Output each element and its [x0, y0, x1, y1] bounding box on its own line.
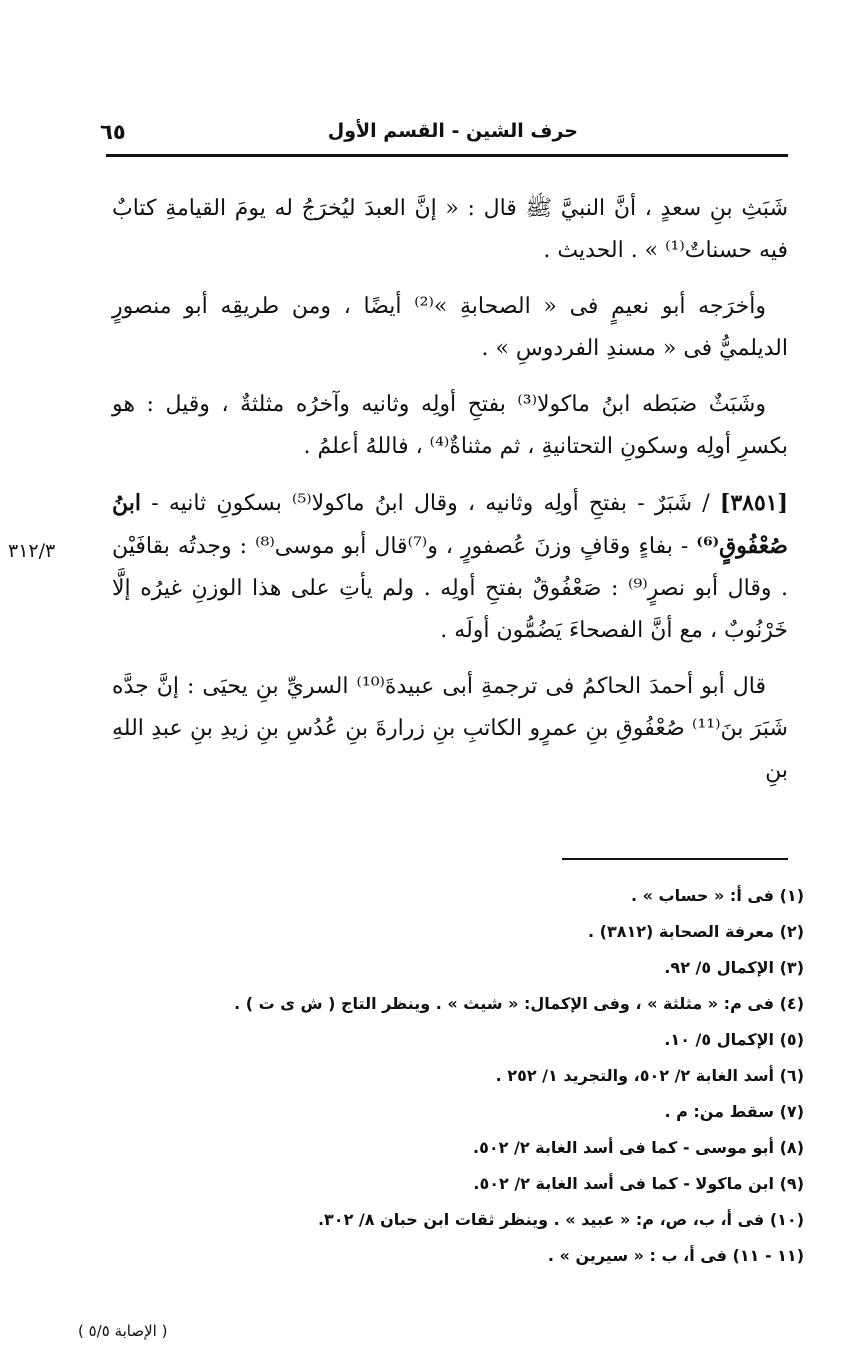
footnote-rule: [562, 858, 788, 860]
entry-body-text: - بفاءٍ وقافٍ وزنَ عُصفورٍ ، و⁽⁷⁾قال أبو موسى⁽⁸⁾ : وجدتُه بقافَيْن . وقال أبو نصرٍ⁽⁹⁾ : صَعْفُوقٌ بفتحِ أولِه . ولم يأتِ على هذا الوزنِ غيرُه إلَّا خَرْنُوبٌ ، مع أنَّ الفصحاءَ يَضُمُّون أولَه .: [112, 534, 788, 643]
main-text: [112, 188, 788, 806]
margin-reference: ٣١٢/٣: [8, 540, 56, 562]
footnote-8: (٨) أبو موسى - كما فى أسد الغابة ٢/ ٥٠٢.: [473, 1138, 804, 1157]
footnote-4: (٤) فى م: « مثلثة » ، وفى الإكمال: « شيث » . وينظر التاج ( ش ى ت ) .: [234, 994, 804, 1013]
header-rule: [106, 154, 788, 157]
entry-heading-text: / شَبَرٌ - بفتحِ أولِه وثانيه ، وقال ابنُ ماكولا⁽⁵⁾ بسكونِ ثانيه -: [151, 491, 710, 516]
entry-name-bold: ابنُ صُعْفُوقٍ⁽⁶⁾: [112, 490, 788, 559]
entry-number: [٣٨٥١]: [719, 490, 788, 516]
running-title: حرف الشين - القسم الأول: [327, 120, 578, 142]
volume-signature: ( الإصابة ٥/٥ ): [78, 1322, 168, 1340]
paragraph-5: قال أبو أحمدَ الحاكمُ فى ترجمةِ أبى عبيدةَ⁽¹⁰⁾ السريِّ بنِ يحيَى : إنَّ جدَّه شَبَرَ بنَ⁽¹¹⁾ صُعْفُوقِ بنِ عمرٍو الكاتبِ بنِ زرارةَ بنِ عُدُسِ بنِ زيدِ بنِ عبدِ اللهِ بنِ: [112, 674, 788, 783]
footnote-7: (٧) سقط من: م .: [664, 1102, 804, 1121]
entry-paragraph: [112, 482, 788, 652]
paragraph-2: وأخرَجه أبو نعيمٍ فى « الصحابةِ »⁽²⁾ أيضًا ، ومن طريقِه أبو منصورٍ الديلميُّ فى « مسندِ الفردوسِ » .: [112, 294, 788, 361]
footnotes: [200, 878, 804, 1274]
footnote-2: (٢) معرفة الصحابة (٣٨١٢) .: [587, 922, 804, 941]
page-number: ٦٥: [100, 120, 126, 144]
footnote-11: (١١ - ١١) فى أ، ب : « سيرين » .: [547, 1246, 804, 1265]
paragraph-1: شَبَثِ بنِ سعدٍ ، أنَّ النبيَّ ﷺ قال : « إنَّ العبدَ ليُخرَجُ له يومَ القيامةِ كتابٌ فيه حسناتٌ⁽¹⁾ » . الحديث .: [112, 196, 788, 263]
footnote-9: (٩) ابن ماكولا - كما فى أسد الغابة ٢/ ٥٠٢.: [473, 1174, 804, 1193]
running-header: [100, 118, 788, 154]
footnote-6: (٦) أسد الغابة ٢/ ٥٠٢، والتجريد ١/ ٢٥٢ .: [495, 1066, 804, 1085]
footnote-3: (٣) الإكمال ٥/ ٩٢.: [664, 958, 804, 977]
footnote-1: (١) فى أ: « حساب » .: [630, 886, 804, 905]
paragraph-3: وشَبَثٌ ضبَطه ابنُ ماكولا⁽³⁾ بفتحِ أولِه وثانيه وآخرُه مثلثةٌ ، وقيل : هو بكسرِ أولِه وسكونِ التحتانيةِ ، ثم مثناةٌ⁽⁴⁾ ، فاللهُ أعلمُ .: [112, 392, 788, 459]
footnote-5: (٥) الإكمال ٥/ ١٠.: [664, 1030, 804, 1049]
footnote-10: (١٠) فى أ، ب، ص، م: « عبيد » . وينظر ثقات ابن حبان ٨/ ٣٠٢.: [317, 1210, 804, 1229]
